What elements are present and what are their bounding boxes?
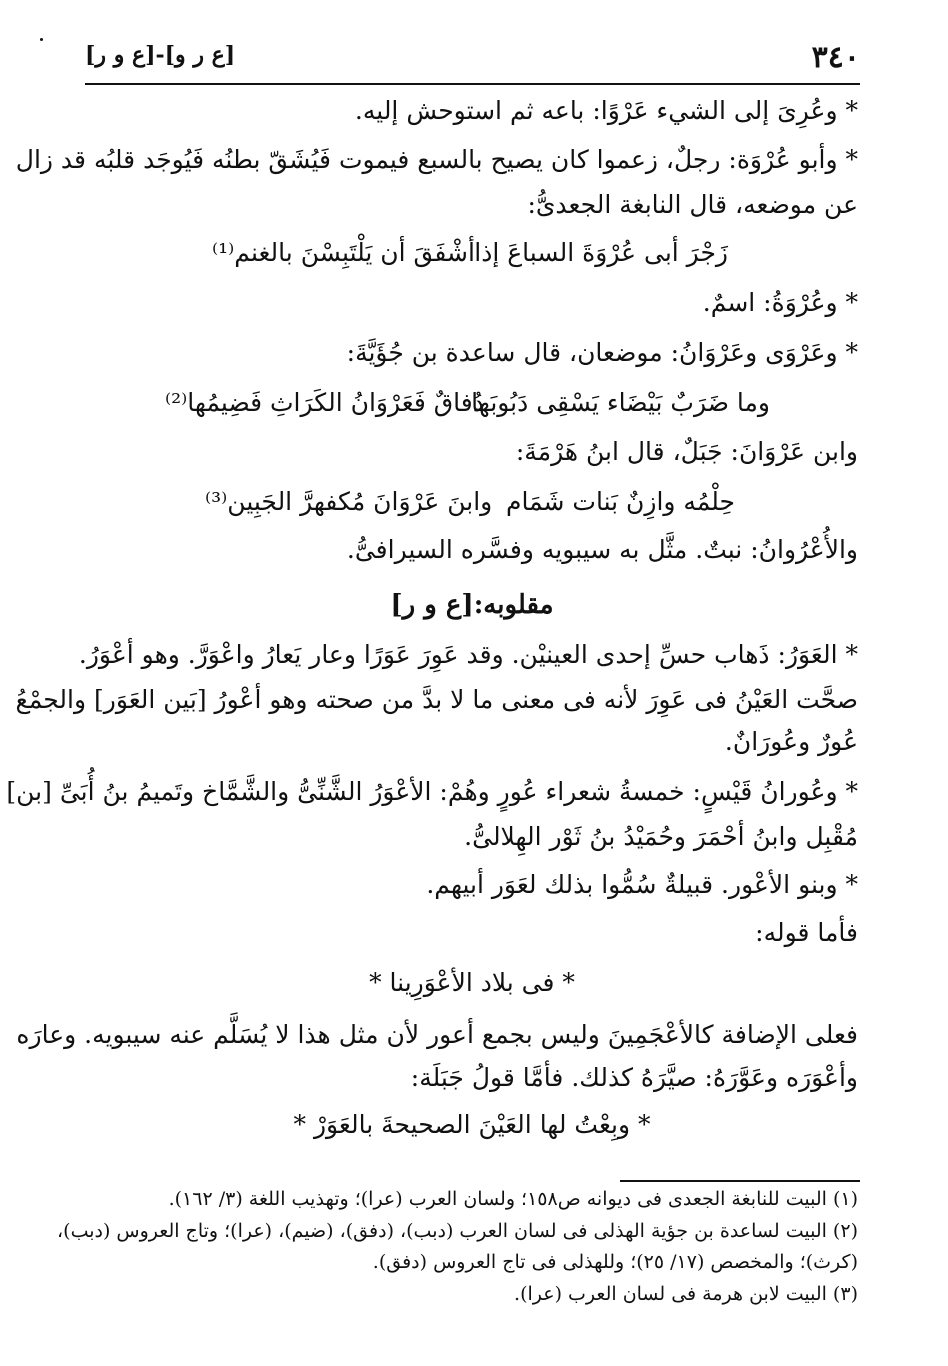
scan-speck <box>40 38 43 41</box>
footnote: (٢) البيت لساعدة بن جؤية الهذلى فى لسان العرب (دبب)، (دفق)، (ضيم)، (عرا)؛ وتاج العروس (دبب)، <box>57 1220 858 1242</box>
text-line: * وعُورانُ قَيْسٍ: خمسةُ شعراء عُورٍ وهُمْ: الأعْوَرُ الشَّنِّىُّ والشَّمَّاخ وتَميمُ بنُ أُبَىِّ [بن] <box>6 777 858 806</box>
text-line: وابن عَرْوَانَ: جَبَلٌ، قال ابنُ هَرْمَةَ: <box>515 437 858 466</box>
text-line: * وعَرْوَى وعَرْوَانُ: موضعان، قال ساعدة بن جُؤَيَّةَ: <box>346 338 858 367</box>
text-line: وأعْوَرَه وعَوَّرَهُ: صيَّرَهُ كذلك. فأمَّا قولُ جَبَلَة: <box>410 1063 858 1092</box>
text-line: عن موضعه، قال النابغة الجعدىُّ: <box>527 190 858 219</box>
verse-second-hemistich: وابنَ عَرْوَانَ مُكفهرَّ الجَبِين⁽³⁾ <box>205 487 493 516</box>
footnote: (كرث)؛ والمخصص (١٧/ ٢٥)؛ وللهذلى فى تاج العروس (دفق). <box>372 1251 858 1273</box>
page-header <box>85 40 860 84</box>
verse-fragment: * فى بلاد الأعْوَرِينا * <box>369 968 575 997</box>
text-line: والأُعْرُوانُ: نبتٌ. مثَّل به سيبويه وفسَّره السيرافىُّ. <box>346 535 858 564</box>
text-line: عُورٌ وعُورَانٌ. <box>724 727 858 756</box>
text-line: * وأبو عُرْوَة: رجلٌ، زعموا كان يصيح بالسبع فيموت فَيُشَقّ بطنُه فَيُوجَد قلبُه قد زال <box>15 145 858 174</box>
verse-first-hemistich: حِلْمُه وازِنٌ بَنات شَمَام <box>505 487 735 516</box>
text-line: صحَّت العَيْنُ فى عَوِرَ لأنه فى معنى ما لا بدَّ من صحته وهو أعْورُ [بَين العَوَر] والجمْعُ <box>15 685 858 714</box>
header-rule <box>85 83 860 85</box>
footnote-rule <box>620 1180 860 1182</box>
text-line: * وعُرِىَ إلى الشيء عَرْوًا: باعه ثم استوحش إليه. <box>354 96 858 125</box>
verse-second-hemistich: دُفاقٌ فَعَرْوَانُ الكَرَاثِ فَضِيمُها⁽²⁾ <box>165 388 484 417</box>
text-line: * وبنو الأعْور. قبيلةٌ سُمُّوا بذلك لعَوَر أبيهم. <box>426 870 858 899</box>
text-line: مُقْبِل وابنُ أحْمَرَ وحُمَيْدُ بنُ ثَوْر الهِلالىُّ. <box>464 822 858 851</box>
root-heading: [ع ر و]-[ع و ر] <box>85 42 236 68</box>
verse-second-hemistich: أشْفَقَ أن يَلْتَبِسْنَ بالغنم⁽¹⁾ <box>212 238 475 267</box>
section-subheading: مقلوبه:[ع و ر] <box>390 590 554 620</box>
text-line: * العَوَرُ: ذَهاب حسِّ إحدى العينيْن. وقد عَوِرَ عَوَرًا وعار يَعارُ واعْوَرَّ. وهو أعْوَرُ. <box>78 640 858 669</box>
page-number: ٣٤٠ <box>811 40 860 75</box>
text-line: فعلى الإضافة كالأعْجَمِينَ وليس بجمع أعور لأن مثل هذا لا يُسَلَّم عنه سيبويه. وعارَه <box>16 1020 858 1049</box>
footnote: (٣) البيت لابن هرمة فى لسان العرب (عرا). <box>514 1283 858 1305</box>
text-line: * وعُرْوَةُ: اسمٌ. <box>702 288 858 317</box>
verse-first-hemistich: وما ضَرَبٌ بَيْضَاء يَسْقِى دَبُوبَها <box>471 388 770 417</box>
verse-first-hemistich: زَجْرَ أبى عُرْوَةَ السباعَ إذا <box>474 238 728 267</box>
verse-fragment: * وبِعْتُ لها العَيْنَ الصحيحةَ بالعَوَرْ * <box>293 1110 651 1139</box>
footnote: (١) البيت للنابغة الجعدى فى ديوانه ص١٥٨؛ ولسان العرب (عرا)؛ وتهذيب اللغة (٣/ ١٦٢). <box>168 1188 858 1210</box>
text-line: فأما قوله: <box>755 918 858 947</box>
